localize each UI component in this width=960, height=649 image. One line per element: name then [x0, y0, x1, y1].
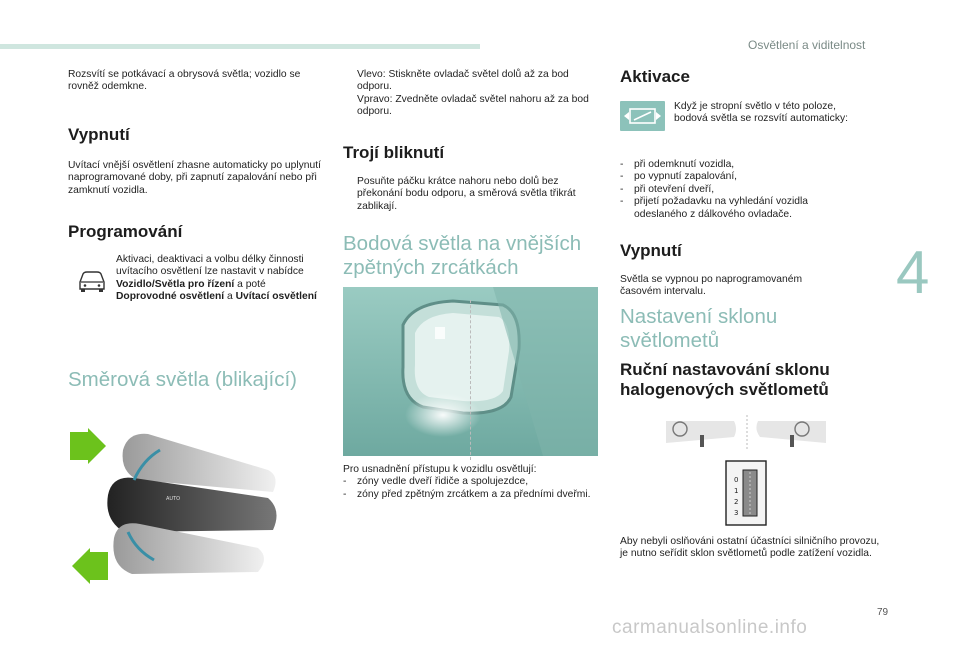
- left-arrow-icon: [70, 548, 110, 584]
- svg-text:2: 2: [734, 498, 739, 506]
- dash-marker: -: [620, 171, 624, 183]
- dash-marker: -: [620, 159, 624, 170]
- column-divider: [470, 300, 472, 460]
- turn-bullets: [343, 69, 597, 119]
- turn-bullet-left: Vlevo: Stiskněte ovladač světel dolů až za bod odporu.: [357, 69, 569, 93]
- vypnuti-heading: Vypnutí: [68, 125, 130, 144]
- headlamp-diagrams: [662, 415, 832, 451]
- turn-bullet-right: Vpravo: Zvedněte ovladač světel nahoru až za bod odporu.: [357, 93, 589, 118]
- dash-marker: -: [343, 476, 347, 488]
- rucni-text: Aby nebyli oslňováni ostatní účastníci silničního provozu, je nutno seřídit sklon světlometů podle zatížení vozidla.: [620, 536, 880, 560]
- troji-heading: Trojí bliknutí: [343, 143, 445, 162]
- bodova-text: Pro usnadnění přístupu k vozidlu osvětlují: - zóny vedle dveří řidiče a spolujezdce, - zóny před zpětným zrcátkem a za předními dveřmi.: [343, 464, 599, 501]
- svg-text:AUTO: AUTO: [166, 496, 181, 502]
- aktivace-icon-text: Když je stropní světlo v této poloze, bodová světla se rozsvítí automaticky:: [674, 101, 848, 125]
- vypnuti-text: Uvítací vnější osvětlení zhasne automaticky po uplynutí naprogramované doby, při zapnutí zapalování nebo při zamknutí vozidla.: [68, 160, 321, 196]
- list-item: - přijetí požadavku na vyhledání vozidla odeslaného z dálkového ovladače.: [620, 196, 809, 220]
- chapter-number: 4: [896, 239, 930, 306]
- dash-marker: -: [343, 488, 347, 500]
- right-arrow-icon: [68, 428, 108, 464]
- ceiling-light-door-icon: [620, 101, 665, 131]
- page-number: 79: [877, 607, 889, 618]
- list-item: - po vypnutí zapalování,: [620, 171, 738, 183]
- svg-text:1: 1: [734, 487, 739, 495]
- programovani-text: Aktivaci, deaktivaci a volbu délky činnosti uvítacího osvětlení lze nastavit v nabídce Vozidlo/Světla pro řízení a poté Doprovodné osvětlení a Uvítací osvětlení: [116, 254, 317, 303]
- dash-marker: -: [620, 196, 624, 208]
- svg-text:3: 3: [734, 509, 739, 517]
- car-settings-icon: [68, 260, 112, 296]
- list-item: - při odemknutí vozidla,: [620, 159, 735, 170]
- vypnuti2-text: Světla se vypnou po naprogramovaném časovém intervalu.: [620, 274, 803, 298]
- troji-bullet: Posuňte páčku krátce nahoru nebo dolů bez překonání bodu odporu, a směrová světla třikrát zablikají.: [357, 176, 576, 212]
- dash-marker: -: [620, 183, 624, 195]
- aktivace-heading: Aktivace: [620, 67, 690, 86]
- intro-text: Rozsvítí se potkávací a obrysová světla; vozidlo se rovněž odemkne.: [68, 69, 301, 93]
- list-item: - zóny před zpětným zrcátkem a za předními dveřmi.: [343, 488, 591, 500]
- rucni-heading: Ruční nastavování sklonu halogenových světlometů: [620, 360, 830, 399]
- smerova-heading: Směrová světla (blikající): [68, 368, 297, 391]
- section-title: Osvětlení a viditelnost: [748, 38, 866, 52]
- list-item: - při otevření dveří,: [620, 183, 715, 195]
- header-accent-bar: [0, 44, 480, 49]
- programovani-heading: Programování: [68, 222, 183, 241]
- bodova-heading: Bodová světla na vnějších zpětných zrcátkách: [343, 232, 582, 279]
- svg-text:0: 0: [734, 476, 739, 484]
- nastaveni-heading: Nastavení sklonu světlometů: [620, 305, 778, 352]
- aktivace-list: [620, 159, 860, 221]
- watermark: carmanualsonline.info: [612, 617, 808, 638]
- vypnuti2-heading: Vypnutí: [620, 241, 682, 260]
- list-item: - zóny vedle dveří řidiče a spolujezdce,: [343, 476, 529, 488]
- headlamp-thumbwheel-icon: [725, 460, 767, 526]
